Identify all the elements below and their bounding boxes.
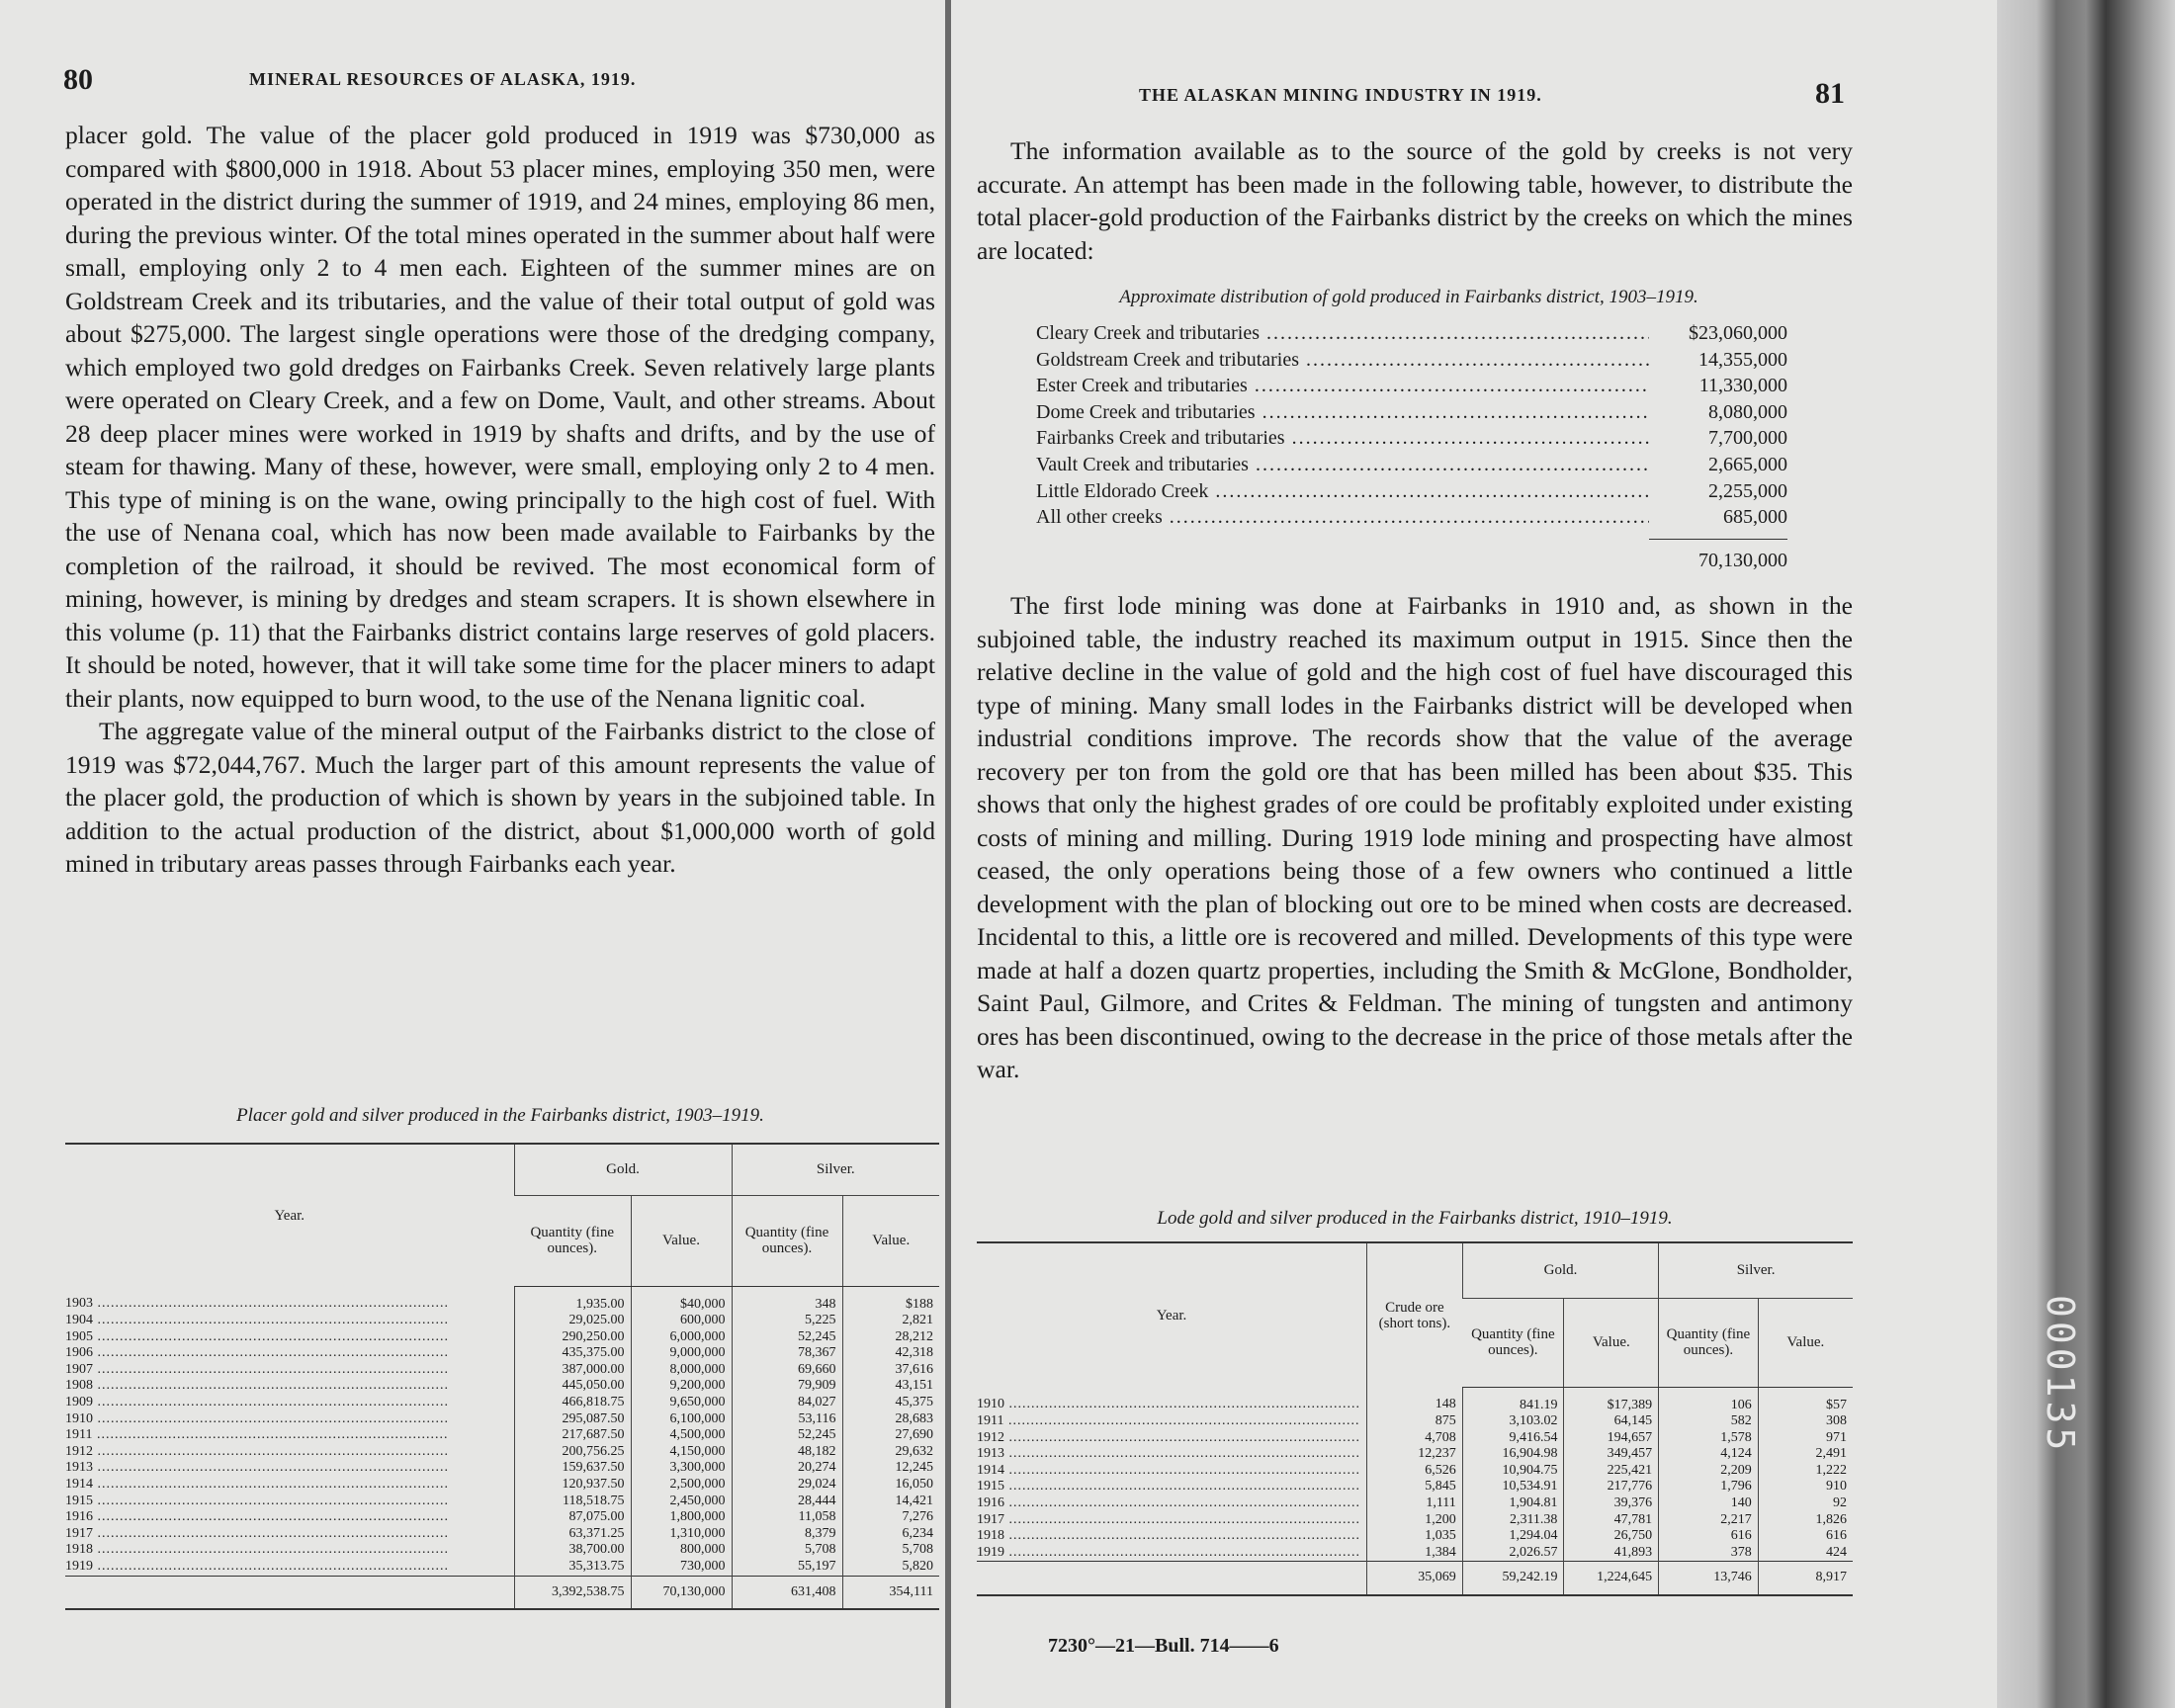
lode-table-row (977, 1545, 1853, 1562)
placer-table-row (65, 1313, 939, 1329)
distribution-row (1036, 480, 1787, 507)
value-cell: 10,534.91 (1462, 1479, 1564, 1495)
year-cell (65, 1427, 514, 1444)
value-cell: 1,796 (1659, 1479, 1759, 1495)
value-cell: 9,200,000 (631, 1378, 732, 1395)
lode-header-crude-ore: Crude ore (short tons). (1367, 1242, 1463, 1387)
lode-table-row (977, 1387, 1853, 1413)
distribution-row (1036, 349, 1787, 376)
left-paragraph-1: placer gold. The value of the placer gold produced in 1919 was $730,000 as compared with $800,000 in 1918. About 53 placer mines, employing 350 men, were operated in the district during the summer of 1919, and 24 mines, employing 86 men, during the previous winter. Of the total mines operated in the summer about half were small, employing only 2 to 4 men each. Eighteen of the summer mines are on Goldstream Creek and its tributaries, and the value of their total output of gold was about $275,000. The largest single operations were those of the dredging company, which employed two gold dredges on Fairbanks Creek. Seven relatively large plants were operated on Cleary Creek, and a few on Dome, Vault, and other streams. About 28 deep placer mines were worked in 1919 by shafts and drifts, and by the use of steam for thawing. Many of these, however, were small, employing only 2 to 4 men. This type of mining is on the wane, owing principally to the high cost of fuel. With the use of Nenana coal, which has now been made available to Fairbanks by the completion of the railroad, it should be revived. The most economical form of mining, however, is mining by dredges and steam scrapers. It is shown elsewhere in this volume (p. 11) that the Fairbanks district contains large reserves of gold placers. It should be noted, however, that it will take some time for the placer miners to adapt their plants, now equipped to burn wood, to the use of the Nenana lignitic coal. (65, 121, 935, 713)
value-cell: $17,389 (1564, 1387, 1659, 1413)
year-cell (65, 1509, 514, 1526)
year-cell (977, 1387, 1367, 1413)
lode-total-silver-value: 8,917 (1758, 1562, 1853, 1595)
year-label: 1906 ..... (65, 1345, 449, 1360)
value-cell: 2,450,000 (631, 1494, 732, 1510)
value-cell: $188 (842, 1286, 939, 1313)
placer-table-row (65, 1526, 939, 1543)
value-cell: 5,820 (842, 1559, 939, 1576)
value-cell: 1,035 (1367, 1528, 1463, 1545)
value-cell: 3,300,000 (631, 1460, 732, 1477)
year-label: 1918 ..... (65, 1542, 449, 1557)
value-cell: 971 (1758, 1430, 1853, 1447)
placer-table-row (65, 1460, 939, 1477)
placer-header-silver-value: Value. (842, 1195, 939, 1286)
value-cell: 9,416.54 (1462, 1430, 1564, 1447)
value-cell: 78,367 (732, 1345, 842, 1362)
year-cell (65, 1460, 514, 1477)
value-cell: 28,212 (842, 1329, 939, 1346)
value-cell: 1,111 (1367, 1495, 1463, 1512)
value-cell: 87,075.00 (514, 1509, 631, 1526)
distribution-row (1036, 401, 1787, 428)
year-label: 1913 ..... (977, 1446, 1360, 1461)
right-body (977, 589, 1853, 1086)
left-paragraph-2: The aggregate value of the mineral output of the Fairbanks district to the close of 1919 was $72,044,767. Much the larger part of this amount represents the value of the placer gold, the production of which is shown by years in the subjoined table. In addition to the actual production of the district, about $1,000,000 worth of gold mined in tributary areas passes through Fairbanks each year. (65, 717, 935, 878)
year-cell (977, 1495, 1367, 1512)
value-cell: 9,000,000 (631, 1345, 732, 1362)
creek-value: 2,665,000 (1708, 453, 1787, 475)
lode-header-gold-quantity: Quantity (fine ounces). (1462, 1298, 1564, 1387)
year-label: 1907 ..... (65, 1362, 449, 1377)
year-cell (65, 1345, 514, 1362)
creek-label: Fairbanks Creek and tributaries ..... (1036, 427, 1649, 450)
placer-table-row (65, 1411, 939, 1428)
lode-table-row (977, 1446, 1853, 1463)
year-cell (977, 1512, 1367, 1529)
year-cell (977, 1545, 1367, 1562)
value-cell: 308 (1758, 1413, 1853, 1430)
year-label: 1904 ..... (65, 1313, 449, 1327)
placer-table-row (65, 1542, 939, 1559)
value-cell: 20,274 (732, 1460, 842, 1477)
creek-value: 8,080,000 (1708, 400, 1787, 423)
year-cell (65, 1542, 514, 1559)
value-cell: 48,182 (732, 1444, 842, 1461)
right-intro (977, 134, 1853, 267)
value-cell: 7,276 (842, 1509, 939, 1526)
year-cell (65, 1395, 514, 1411)
placer-table-row (65, 1286, 939, 1313)
placer-header-silver-quantity: Quantity (fine ounces). (732, 1195, 842, 1286)
value-cell: 1,935.00 (514, 1286, 631, 1313)
value-cell: 194,657 (1564, 1430, 1659, 1447)
value-cell: 1,826 (1758, 1512, 1853, 1529)
distribution-row (1036, 506, 1787, 533)
creek-value: 2,255,000 (1708, 479, 1787, 502)
placer-header-gold: Gold. (514, 1144, 732, 1195)
right-folio: 81 (1815, 77, 1845, 110)
lode-table-row (977, 1463, 1853, 1480)
value-cell: 55,197 (732, 1559, 842, 1576)
value-cell: 875 (1367, 1413, 1463, 1430)
year-cell (65, 1559, 514, 1576)
lode-total-crude-ore: 35,069 (1367, 1562, 1463, 1595)
value-cell: 84,027 (732, 1395, 842, 1411)
lode-header-silver: Silver. (1659, 1242, 1853, 1298)
placer-table-row (65, 1395, 939, 1411)
year-cell (977, 1430, 1367, 1447)
lode-table-row (977, 1512, 1853, 1529)
value-cell: 35,313.75 (514, 1559, 631, 1576)
lode-header-gold-value: Value. (1564, 1298, 1659, 1387)
lode-total-gold-quantity: 59,242.19 (1462, 1562, 1564, 1595)
lode-total-label (977, 1562, 1367, 1595)
year-cell (65, 1286, 514, 1313)
year-label: 1903 ..... (65, 1296, 449, 1311)
value-cell: 2,491 (1758, 1446, 1853, 1463)
value-cell: 1,800,000 (631, 1509, 732, 1526)
year-label: 1915 ..... (65, 1494, 449, 1508)
value-cell: 841.19 (1462, 1387, 1564, 1413)
placer-header-gold-value: Value. (631, 1195, 732, 1286)
year-cell (65, 1411, 514, 1428)
distribution-total: 70,130,000 (1698, 549, 1787, 571)
value-cell: 148 (1367, 1387, 1463, 1413)
value-cell: 800,000 (631, 1542, 732, 1559)
value-cell: 16,050 (842, 1477, 939, 1494)
year-label: 1912 ..... (65, 1444, 449, 1459)
value-cell: 11,058 (732, 1509, 842, 1526)
value-cell: 41,893 (1564, 1545, 1659, 1562)
value-cell: 387,000.00 (514, 1362, 631, 1379)
value-cell: 29,025.00 (514, 1313, 631, 1329)
placer-header-gold-quantity: Quantity (fine ounces). (514, 1195, 631, 1286)
value-cell: 52,245 (732, 1329, 842, 1346)
value-cell: $40,000 (631, 1286, 732, 1313)
year-label: 1916 ..... (65, 1509, 449, 1524)
year-label: 1914 ..... (65, 1477, 449, 1492)
value-cell: 6,234 (842, 1526, 939, 1543)
creek-value: 14,355,000 (1698, 348, 1787, 371)
value-cell: 140 (1659, 1495, 1759, 1512)
lode-table-row (977, 1430, 1853, 1447)
right-intro-paragraph: The information available as to the source of the gold by creeks is not very accurate. An attempt has been made in the following table, however, to distribute the total placer-gold production of the Fairbanks district by the creeks on which the mines are located: (977, 136, 1853, 265)
year-cell (65, 1477, 514, 1494)
value-cell: 616 (1659, 1528, 1759, 1545)
placer-table-row (65, 1345, 939, 1362)
year-label: 1915 ..... (977, 1479, 1360, 1494)
placer-table-row (65, 1477, 939, 1494)
value-cell: 64,145 (1564, 1413, 1659, 1430)
value-cell: 6,526 (1367, 1463, 1463, 1480)
value-cell: 1,578 (1659, 1430, 1759, 1447)
placer-table-row (65, 1329, 939, 1346)
value-cell: 9,650,000 (631, 1395, 732, 1411)
distribution-row (1036, 454, 1787, 480)
value-cell: 5,708 (842, 1542, 939, 1559)
value-cell: 200,756.25 (514, 1444, 631, 1461)
creek-label: Ester Creek and tributaries ..... (1036, 375, 1649, 397)
value-cell: 159,637.50 (514, 1460, 631, 1477)
placer-total-silver-quantity: 631,408 (732, 1576, 842, 1609)
value-cell: 2,026.57 (1462, 1545, 1564, 1562)
lode-table-row (977, 1413, 1853, 1430)
value-cell: 6,100,000 (631, 1411, 732, 1428)
value-cell: 616 (1758, 1528, 1853, 1545)
value-cell: 69,660 (732, 1362, 842, 1379)
placer-table-row (65, 1378, 939, 1395)
left-running-head: MINERAL RESOURCES OF ALASKA, 1919. (249, 69, 637, 89)
value-cell: 6,000,000 (631, 1329, 732, 1346)
value-cell: 106 (1659, 1387, 1759, 1413)
edge-stamp: 000135 (2039, 1295, 2082, 1455)
year-cell (977, 1413, 1367, 1430)
value-cell: 2,217 (1659, 1512, 1759, 1529)
value-cell: 42,318 (842, 1345, 939, 1362)
year-cell (65, 1378, 514, 1395)
value-cell: 1,222 (1758, 1463, 1853, 1480)
placer-table-caption: Placer gold and silver produced in the Fairbanks district, 1903–1919. (236, 1105, 764, 1126)
value-cell: 1,310,000 (631, 1526, 732, 1543)
year-cell (65, 1313, 514, 1329)
value-cell: 27,690 (842, 1427, 939, 1444)
year-label: 1918 ..... (977, 1528, 1360, 1543)
value-cell: 4,500,000 (631, 1427, 732, 1444)
year-label: 1910 ..... (977, 1397, 1360, 1411)
placer-table (65, 1143, 939, 1610)
year-label: 1919 ..... (65, 1559, 449, 1574)
year-cell (977, 1446, 1367, 1463)
value-cell: 1,384 (1367, 1545, 1463, 1562)
placer-table-row (65, 1509, 939, 1526)
creek-label: Dome Creek and tributaries ..... (1036, 401, 1649, 424)
value-cell: 466,818.75 (514, 1395, 631, 1411)
year-cell (977, 1463, 1367, 1480)
lode-header-silver-quantity: Quantity (fine ounces). (1659, 1298, 1759, 1387)
left-folio: 80 (63, 63, 93, 96)
value-cell: 29,632 (842, 1444, 939, 1461)
creek-value: 11,330,000 (1698, 375, 1787, 397)
creek-label: All other creeks ..... (1036, 506, 1649, 529)
lode-table-row (977, 1479, 1853, 1495)
placer-table-row (65, 1362, 939, 1379)
placer-total-label (65, 1576, 514, 1609)
lode-total-gold-value: 1,224,645 (1564, 1562, 1659, 1595)
lode-table-row (977, 1495, 1853, 1512)
value-cell: 378 (1659, 1545, 1759, 1562)
value-cell: 3,103.02 (1462, 1413, 1564, 1430)
year-label: 1910 ..... (65, 1411, 449, 1426)
creek-label: Vault Creek and tributaries ..... (1036, 454, 1649, 476)
value-cell: 445,050.00 (514, 1378, 631, 1395)
value-cell: 53,116 (732, 1411, 842, 1428)
distribution-total-rule (1649, 539, 1787, 540)
year-label: 1914 ..... (977, 1463, 1360, 1478)
lode-table (977, 1241, 1853, 1596)
value-cell: 349,457 (1564, 1446, 1659, 1463)
value-cell: 92 (1758, 1495, 1853, 1512)
distribution-caption: Approximate distribution of gold produced in Fairbanks district, 1903–1919. (1119, 287, 1698, 307)
creek-label: Little Eldorado Creek ..... (1036, 480, 1649, 503)
value-cell: 582 (1659, 1413, 1759, 1430)
creek-label: Goldstream Creek and tributaries ..... (1036, 349, 1649, 372)
value-cell: 424 (1758, 1545, 1853, 1562)
value-cell: 10,904.75 (1462, 1463, 1564, 1480)
value-cell: 2,500,000 (631, 1477, 732, 1494)
value-cell: 8,379 (732, 1526, 842, 1543)
placer-table-row (65, 1559, 939, 1576)
distribution-row (1036, 375, 1787, 401)
year-cell (65, 1526, 514, 1543)
value-cell: 730,000 (631, 1559, 732, 1576)
year-label: 1911 ..... (977, 1413, 1359, 1428)
lode-header-silver-value: Value. (1758, 1298, 1853, 1387)
year-label: 1913 ..... (65, 1460, 449, 1475)
value-cell: 5,225 (732, 1313, 842, 1329)
value-cell: 118,518.75 (514, 1494, 631, 1510)
creek-value: 7,700,000 (1708, 427, 1787, 450)
signature-line: 7230°—21—Bull. 714——6 (1048, 1635, 1279, 1657)
year-cell (977, 1528, 1367, 1545)
creek-value: 685,000 (1723, 506, 1787, 529)
year-label: 1917 ..... (977, 1512, 1360, 1527)
placer-header-silver: Silver. (732, 1144, 939, 1195)
placer-table-row (65, 1494, 939, 1510)
value-cell: 28,683 (842, 1411, 939, 1428)
value-cell: 29,024 (732, 1477, 842, 1494)
year-label: 1905 ..... (65, 1329, 449, 1344)
value-cell: 2,311.38 (1462, 1512, 1564, 1529)
value-cell: 4,124 (1659, 1446, 1759, 1463)
year-cell (65, 1329, 514, 1346)
page-edge (1997, 0, 2175, 1708)
value-cell: 2,209 (1659, 1463, 1759, 1480)
year-label: 1912 ..... (977, 1430, 1360, 1445)
lode-table-caption: Lode gold and silver produced in the Fairbanks district, 1910–1919. (1157, 1208, 1673, 1229)
value-cell: 79,909 (732, 1378, 842, 1395)
value-cell: 225,421 (1564, 1463, 1659, 1480)
value-cell: 43,151 (842, 1378, 939, 1395)
value-cell: 4,708 (1367, 1430, 1463, 1447)
value-cell: 16,904.98 (1462, 1446, 1564, 1463)
value-cell: 1,904.81 (1462, 1495, 1564, 1512)
year-cell (65, 1494, 514, 1510)
value-cell: 8,000,000 (631, 1362, 732, 1379)
placer-header-year: Year. (65, 1144, 514, 1286)
value-cell: 12,245 (842, 1460, 939, 1477)
value-cell: 39,376 (1564, 1495, 1659, 1512)
value-cell: 14,421 (842, 1494, 939, 1510)
value-cell: 12,237 (1367, 1446, 1463, 1463)
value-cell: 28,444 (732, 1494, 842, 1510)
value-cell: 5,845 (1367, 1479, 1463, 1495)
year-label: 1917 ..... (65, 1526, 449, 1541)
year-label: 1909 ..... (65, 1395, 449, 1409)
placer-total-gold-value: 70,130,000 (631, 1576, 732, 1609)
year-cell (977, 1479, 1367, 1495)
year-cell (65, 1444, 514, 1461)
value-cell: 37,616 (842, 1362, 939, 1379)
lode-total-silver-quantity: 13,746 (1659, 1562, 1759, 1595)
value-cell: 120,937.50 (514, 1477, 631, 1494)
creek-value: $23,060,000 (1689, 322, 1787, 344)
lode-header-year: Year. (977, 1242, 1367, 1387)
year-label: 1911 ..... (65, 1427, 448, 1442)
value-cell: 435,375.00 (514, 1345, 631, 1362)
placer-table-row (65, 1427, 939, 1444)
value-cell: 5,708 (732, 1542, 842, 1559)
year-cell (65, 1362, 514, 1379)
value-cell: 45,375 (842, 1395, 939, 1411)
right-running-head: THE ALASKAN MINING INDUSTRY IN 1919. (1139, 85, 1542, 105)
value-cell: 348 (732, 1286, 842, 1313)
value-cell: 4,150,000 (631, 1444, 732, 1461)
distribution-table (1036, 322, 1787, 572)
placer-total-silver-value: 354,111 (842, 1576, 939, 1609)
creek-label: Cleary Creek and tributaries ..... (1036, 322, 1649, 345)
value-cell: 52,245 (732, 1427, 842, 1444)
value-cell: 38,700.00 (514, 1542, 631, 1559)
distribution-row (1036, 322, 1787, 349)
placer-total-gold-quantity: 3,392,538.75 (514, 1576, 631, 1609)
value-cell: 290,250.00 (514, 1329, 631, 1346)
year-label: 1919 ..... (977, 1545, 1360, 1560)
right-lode-paragraph: The first lode mining was done at Fairbanks in 1910 and, as shown in the subjoined table, the industry reached its maximum output in 1915. Since then the relative decline in the value of gold and the high cost of fuel have discouraged this type of mining. Many small lodes in the Fairbanks district will be developed when industrial conditions improve. The records show that the value of the average recovery per ton from the gold ore that has been milled has been about $35. This shows that only the highest grades of ore could be profitably exploited under existing costs of mining and milling. During 1919 lode mining and prospecting have almost ceased, the only operations being those of a few owners who continued a little development with the plan of blocking out ore to be mined when costs are decreased. Incidental to this, a little ore is recovered and milled. Developments of this type were made at half a dozen quartz properties, including the Smith & McGlone, Bondholder, Saint Paul, Gilmore, and Crites & Feldman. The mining of tungsten and antimony ores has been discontinued, owing to the decrease in the price of those metals after the war. (977, 591, 1853, 1083)
value-cell: 1,294.04 (1462, 1528, 1564, 1545)
year-label: 1916 ..... (977, 1495, 1360, 1510)
lode-header-gold: Gold. (1462, 1242, 1658, 1298)
year-label: 1908 ..... (65, 1378, 449, 1393)
value-cell: $57 (1758, 1387, 1853, 1413)
value-cell: 910 (1758, 1479, 1853, 1495)
placer-table-row (65, 1444, 939, 1461)
lode-table-row (977, 1528, 1853, 1545)
value-cell: 600,000 (631, 1313, 732, 1329)
left-body (65, 119, 935, 881)
distribution-row (1036, 427, 1787, 454)
value-cell: 47,781 (1564, 1512, 1659, 1529)
value-cell: 217,687.50 (514, 1427, 631, 1444)
value-cell: 63,371.25 (514, 1526, 631, 1543)
value-cell: 217,776 (1564, 1479, 1659, 1495)
value-cell: 2,821 (842, 1313, 939, 1329)
value-cell: 295,087.50 (514, 1411, 631, 1428)
value-cell: 1,200 (1367, 1512, 1463, 1529)
value-cell: 26,750 (1564, 1528, 1659, 1545)
